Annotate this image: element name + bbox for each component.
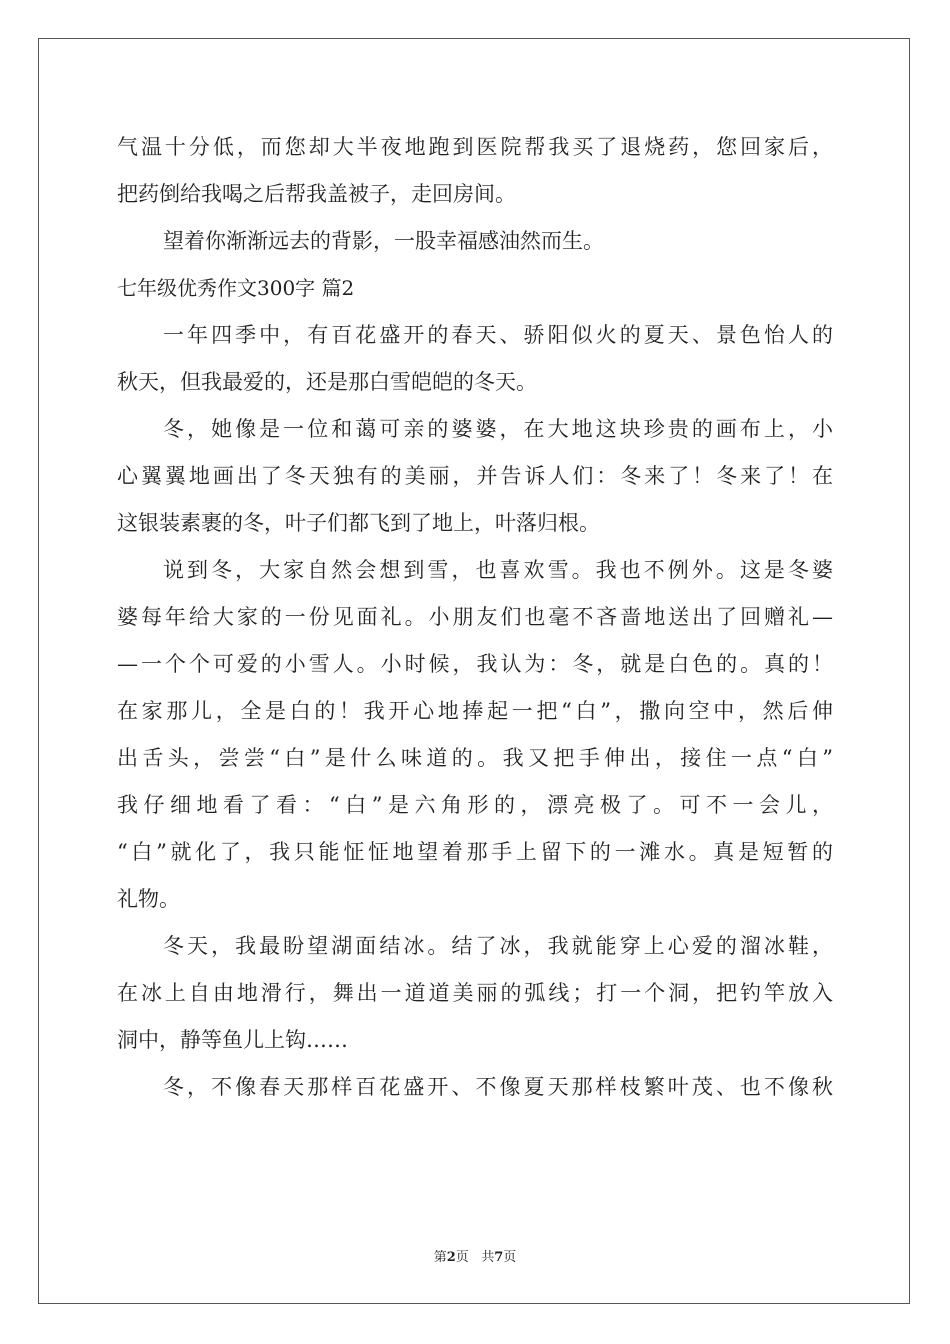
text-line: —一个个可爱的小雪人。小时候，我认为：冬，就是白色的。真的！ — [117, 652, 833, 676]
page-suffix: 页 — [503, 1250, 517, 1265]
text-line: 冬，她像是一位和蔼可亲的婆婆，在大地这块珍贵的画布上，小 — [163, 417, 833, 441]
section-heading: 七年级优秀作文300字 篇2 — [117, 276, 355, 300]
text-line: 把药倒给我喝之后帮我盖被子，走回房间。 — [117, 182, 516, 206]
text-line: 一年四季中，有百花盛开的春天、骄阳似火的夏天、景色怡人的 — [163, 323, 833, 347]
text-line: 说到冬，大家自然会想到雪，也喜欢雪。我也不例外。这是冬婆 — [163, 558, 833, 582]
text-line: 我仔细地看了看：“白”是六角形的，漂亮极了。可不一会儿， — [117, 793, 833, 817]
text-line: 秋天，但我最爱的，还是那白雪皑皑的冬天。 — [117, 370, 537, 394]
text-line: 礼物。 — [117, 887, 180, 911]
text-line: 气温十分低，而您却大半夜地跑到医院帮我买了退烧药，您回家后， — [117, 135, 833, 159]
document-body — [117, 128, 833, 1115]
text-line: “白”就化了，我只能怔怔地望着那手上留下的一滩水。真是短暂的 — [117, 840, 833, 864]
page-total-number: 7 — [494, 1250, 504, 1265]
text-line: 洞中，静等鱼儿上钩…… — [117, 1028, 348, 1052]
text-line: 冬，不像春天那样百花盛开、不像夏天那样枝繁叶茂、也不像秋 — [163, 1075, 833, 1099]
page-footer — [0, 1246, 950, 1265]
text-line: 出舌头，尝尝“白”是什么味道的。我又把手伸出，接住一点“白” — [117, 746, 833, 770]
text-line: 冬天，我最盼望湖面结冰。结了冰，我就能穿上心爱的溜冰鞋， — [163, 934, 833, 958]
text-line: 望着你渐渐远去的背影，一股幸福感油然而生。 — [163, 229, 604, 253]
text-line: 在家那儿，全是白的！我开心地捧起一把“白”，撒向空中，然后伸 — [117, 699, 833, 723]
page-prefix: 第 — [433, 1250, 447, 1265]
page-current-number: 2 — [446, 1250, 456, 1265]
text-line: 在冰上自由地滑行，舞出一道道美丽的弧线；打一个洞，把钓竿放入 — [117, 981, 833, 1005]
page-mid: 页 共 — [455, 1250, 495, 1265]
text-line: 这银装素裹的冬，叶子们都飞到了地上，叶落归根。 — [117, 511, 600, 535]
text-line: 心翼翼地画出了冬天独有的美丽，并告诉人们：冬来了！冬来了！在 — [117, 464, 833, 488]
text-line: 婆每年给大家的一份见面礼。小朋友们也毫不吝啬地送出了回赠礼— — [117, 605, 833, 629]
